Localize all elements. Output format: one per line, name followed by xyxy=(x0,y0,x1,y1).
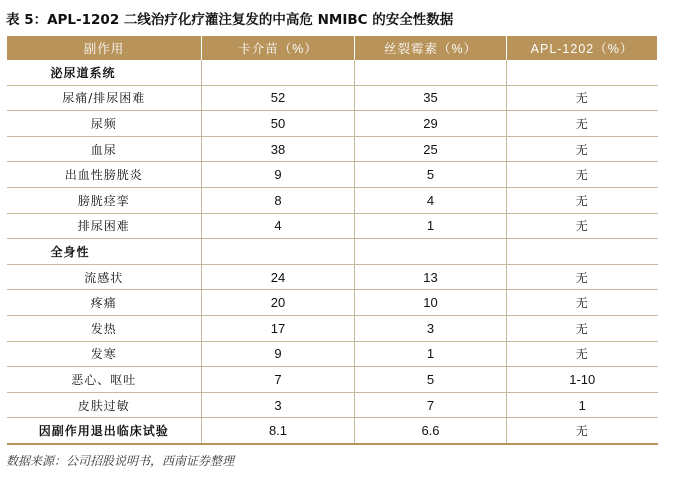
section-label: 泌尿道系统 xyxy=(7,60,202,85)
bcg-cell: 7 xyxy=(202,367,355,393)
mitomycin-cell: 25 xyxy=(355,136,507,162)
table-row xyxy=(7,264,658,290)
side-effect-cell: 发热 xyxy=(7,315,202,341)
table-row xyxy=(7,85,658,111)
apl-1202-cell: 无 xyxy=(507,213,658,239)
table-row xyxy=(7,187,658,213)
table-row xyxy=(7,213,658,239)
bcg-cell: 17 xyxy=(202,315,355,341)
table-row xyxy=(7,111,658,137)
side-effect-cell: 尿频 xyxy=(7,111,202,137)
empty-cell xyxy=(507,60,658,85)
side-effect-cell: 出血性膀胱炎 xyxy=(7,162,202,188)
side-effect-cell: 流感状 xyxy=(7,264,202,290)
withdrawal-row xyxy=(7,418,658,444)
bcg-cell: 24 xyxy=(202,264,355,290)
mitomycin-cell: 10 xyxy=(355,290,507,316)
mitomycin-cell: 7 xyxy=(355,392,507,418)
bcg-cell: 4 xyxy=(202,213,355,239)
side-effect-cell: 膀胱痉挛 xyxy=(7,187,202,213)
table-row xyxy=(7,341,658,367)
apl-1202-cell: 无 xyxy=(507,418,658,444)
side-effect-cell: 疼痛 xyxy=(7,290,202,316)
mitomycin-cell: 3 xyxy=(355,315,507,341)
empty-cell xyxy=(355,60,507,85)
header-mitomycin: 丝裂霉素（%） xyxy=(355,36,507,60)
apl-1202-cell: 1 xyxy=(507,392,658,418)
mitomycin-cell: 5 xyxy=(355,367,507,393)
apl-1202-cell: 无 xyxy=(507,315,658,341)
bcg-cell: 20 xyxy=(202,290,355,316)
apl-1202-cell: 无 xyxy=(507,111,658,137)
header-side-effect: 副作用 xyxy=(7,36,202,60)
mitomycin-cell: 35 xyxy=(355,85,507,111)
table-header xyxy=(7,36,658,60)
apl-1202-cell: 无 xyxy=(507,264,658,290)
apl-1202-cell: 无 xyxy=(507,162,658,188)
bcg-cell: 8.1 xyxy=(202,418,355,444)
section-row xyxy=(7,239,658,265)
mitomycin-cell: 5 xyxy=(355,162,507,188)
table-body xyxy=(7,60,658,444)
header-apl-1202: APL-1202（%） xyxy=(507,36,658,60)
header-row xyxy=(7,36,658,60)
apl-1202-cell: 1-10 xyxy=(507,367,658,393)
mitomycin-cell: 1 xyxy=(355,213,507,239)
apl-1202-cell: 无 xyxy=(507,341,658,367)
bcg-cell: 8 xyxy=(202,187,355,213)
bcg-cell: 50 xyxy=(202,111,355,137)
side-effect-cell: 尿痛/排尿困难 xyxy=(7,85,202,111)
empty-cell xyxy=(202,239,355,265)
bcg-cell: 3 xyxy=(202,392,355,418)
bcg-cell: 9 xyxy=(202,162,355,188)
section-label: 全身性 xyxy=(7,239,202,265)
bcg-cell: 52 xyxy=(202,85,355,111)
withdrawal-label: 因副作用退出临床试验 xyxy=(7,418,202,444)
table-row xyxy=(7,315,658,341)
apl-1202-cell: 无 xyxy=(507,85,658,111)
bcg-cell: 38 xyxy=(202,136,355,162)
empty-cell xyxy=(507,239,658,265)
mitomycin-cell: 6.6 xyxy=(355,418,507,444)
table-row xyxy=(7,290,658,316)
section-row xyxy=(7,60,658,85)
table-row xyxy=(7,136,658,162)
table-row xyxy=(7,162,658,188)
empty-cell xyxy=(355,239,507,265)
apl-1202-cell: 无 xyxy=(507,187,658,213)
apl-1202-cell: 无 xyxy=(507,290,658,316)
side-effect-cell: 排尿困难 xyxy=(7,213,202,239)
side-effect-cell: 恶心、呕吐 xyxy=(7,367,202,393)
mitomycin-cell: 13 xyxy=(355,264,507,290)
empty-cell xyxy=(202,60,355,85)
table-row xyxy=(7,367,658,393)
table-title: 表 5：APL-1202 二线治疗化疗灌注复发的中高危 NMIBC 的安全性数据 xyxy=(6,12,454,28)
apl-1202-cell: 无 xyxy=(507,136,658,162)
header-bcg: 卡介苗（%） xyxy=(202,36,355,60)
mitomycin-cell: 4 xyxy=(355,187,507,213)
side-effect-cell: 血尿 xyxy=(7,136,202,162)
mitomycin-cell: 29 xyxy=(355,111,507,137)
bcg-cell: 9 xyxy=(202,341,355,367)
table-row xyxy=(7,392,658,418)
side-effect-cell: 发寒 xyxy=(7,341,202,367)
safety-data-table xyxy=(6,36,658,445)
mitomycin-cell: 1 xyxy=(355,341,507,367)
source-note: 数据来源：公司招股说明书，西南证券整理 xyxy=(6,454,235,468)
side-effect-cell: 皮肤过敏 xyxy=(7,392,202,418)
